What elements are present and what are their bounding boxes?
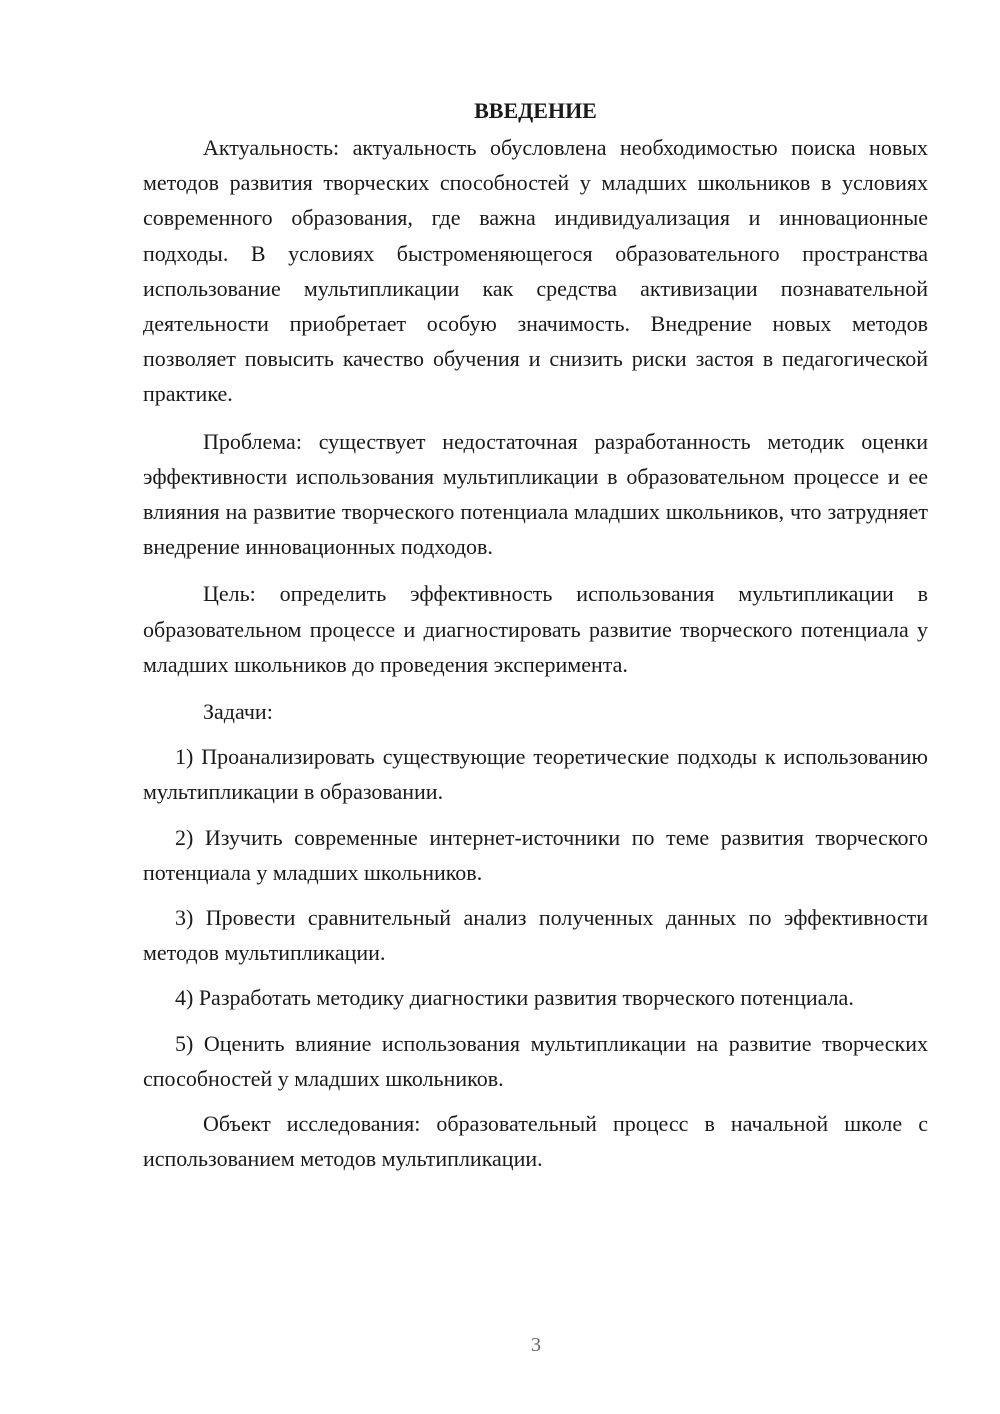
task-item: 5) Оценить влияние использования мультипликации на развитие творческих способностей у младших школьников. xyxy=(143,1030,928,1091)
page-content xyxy=(143,96,928,1176)
tasks-heading: Задачи: xyxy=(203,699,273,725)
task-item: 3) Провести сравнительный анализ полученных данных по эффективности методов мультипликации. xyxy=(143,905,928,966)
task-item: 1) Проанализировать существующие теоретические подходы к использованию мультипликации в образовании. xyxy=(143,744,928,805)
page-title: ВВЕДЕНИЕ xyxy=(474,98,597,123)
task-item: 4) Разработать методику диагностики развития творческого потенциала. xyxy=(175,985,854,1011)
goal-paragraph: Цель: определить эффективность использования мультипликации в образовательном процессе и диагностировать развитие творческого потенциала у младших школьников до проведения эксперимента. xyxy=(143,581,928,677)
object-paragraph: Объект исследования: образовательный процесс в начальной школе с использованием методов мультипликации. xyxy=(143,1111,928,1172)
page-number: 3 xyxy=(531,1334,541,1356)
task-item: 2) Изучить современные интернет-источники по теме развития творческого потенциала у младших школьников. xyxy=(143,824,928,885)
problem-paragraph: Проблема: существует недостаточная разработанность методик оценки эффективности использования мультипликации в образовательном процессе и ее влияния на развитие творческого потенциала младших школьников, что затрудняет внедрение инновационных подходов. xyxy=(143,428,928,560)
relevance-paragraph: Актуальность: актуальность обусловлена необходимостью поиска новых методов развития творческих способностей у младших школьников в условиях современного образования, где важна индивидуализация и инновационные подходы. В условиях быстроменяющегося образовательного пространства использование мультипликации как средства активизации познавательной деятельности приобретает особую значимость. Внедрение новых методов позволяет повысить качество обучения и снизить риски застоя в педагогической практике. xyxy=(143,135,928,407)
